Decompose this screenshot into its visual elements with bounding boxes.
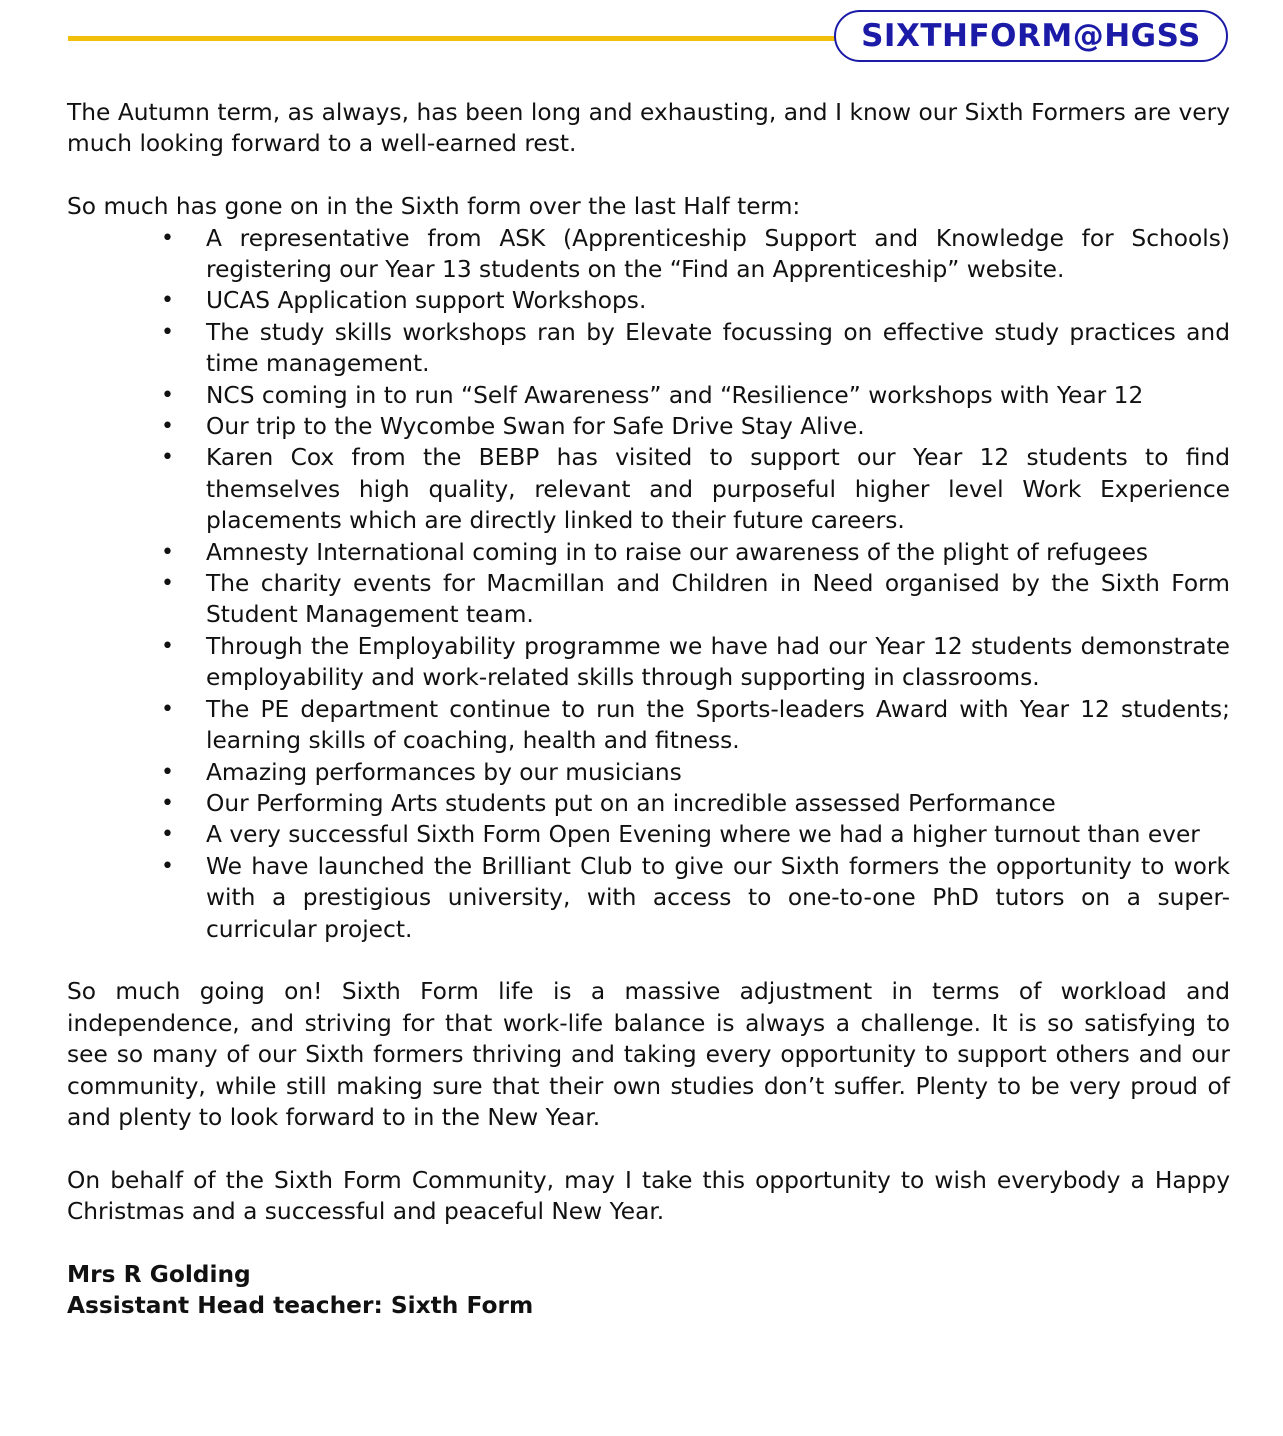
bullet-icon: • [161,382,174,408]
header-badge-text: SIXTHFORM@HGSS [861,18,1201,54]
wishes-paragraph: On behalf of the Sixth Form Community, may I take this opportunity to wish everybody a Happy Christmas and a successful and peaceful New Year. [67,1166,1230,1226]
list-item-text: The study skills workshops ran by Elevate focussing on effective study practices and time management. [206,318,1230,378]
bullet-icon: • [161,633,174,659]
list-item-text: Our trip to the Wycombe Swan for Safe Drive Stay Alive. [206,413,865,441]
bullet-icon: • [161,571,174,597]
list-item [67,317,1230,380]
bullet-icon: • [161,288,174,314]
list-item [67,631,1230,694]
bullet-icon: • [161,414,174,440]
list-item-text: A very successful Sixth Form Open Evening where we had a higher turnout than ever [206,821,1200,849]
signature-name: Mrs R Golding [67,1260,251,1288]
bullet-icon: • [161,445,174,471]
closing-paragraph: So much going on! Sixth Form life is a massive adjustment in terms of workload and independence, and striving for that work-life balance is always a challenge. It is so satisfying to see so many of our Sixth formers thriving and taking every opportunity to support others and our community, while still making sure that their own studies don’t suffer. Plenty to be very proud of and plenty to look forward to in the New Year. [67,978,1230,1131]
bullet-icon: • [161,853,174,879]
bullet-icon: • [161,539,174,565]
list-item [67,819,1230,850]
paragraph-spacer [67,1228,1230,1259]
list-item [67,442,1230,536]
bullet-icon: • [161,822,174,848]
list-item [67,568,1230,631]
list-item [67,537,1230,568]
list-item-text: UCAS Application support Workshops. [206,287,647,315]
list-item-text: We have launched the Brilliant Club to give our Sixth formers the opportunity to work with a prestigious university, with access to one-to-one PhD tutors on a super-curricular project. [206,852,1230,943]
list-intro: So much has gone on in the Sixth form over the last Half term: [67,193,801,221]
list-item-text: Karen Cox from the BEBP has visited to support our Year 12 students to find themselves high quality, relevant and purposeful higher level Work Experience placements which are directly linked to their future careers. [206,444,1230,535]
signature-title: Assistant Head teacher: Sixth Form [67,1292,534,1320]
header-badge [834,10,1228,62]
list-item-text: A representative from ASK (Apprenticeship Support and Knowledge for Schools) registering our Year 13 students on the “Find an Apprenticeship” website. [206,224,1230,284]
bullet-icon: • [161,790,174,816]
letter-body [67,97,1230,1322]
list-item-text: Our Performing Arts students put on an incredible assessed Performance [206,789,1056,817]
list-item [67,757,1230,788]
intro-paragraph: The Autumn term, as always, has been long and exhausting, and I know our Sixth Formers are very much looking forward to a well-earned rest. [67,99,1230,158]
paragraph-spacer [67,945,1230,976]
list-item-text: Through the Employability programme we have had our Year 12 students demonstrate employability and work-related skills through supporting in classrooms. [206,632,1230,692]
list-item [67,411,1230,442]
list-item-text: The PE department continue to run the Sports-leaders Award with Year 12 students; learning skills of coaching, health and fitness. [206,695,1230,755]
list-item-text: Amazing performances by our musicians [206,758,682,786]
list-item [67,223,1230,286]
list-item [67,285,1230,316]
list-item [67,694,1230,757]
list-item [67,788,1230,819]
bullet-icon: • [161,225,174,251]
bullet-icon: • [161,319,174,345]
header-accent-line [68,36,838,41]
bullet-icon: • [161,696,174,722]
list-item-text: NCS coming in to run “Self Awareness” and “Resilience” workshops with Year 12 [206,381,1144,409]
list-item-text: Amnesty International coming in to raise our awareness of the plight of refugees [206,538,1149,566]
list-item-text: The charity events for Macmillan and Children in Need organised by the Sixth Form Student Management team. [206,570,1230,629]
paragraph-spacer [67,1133,1230,1164]
list-item [67,380,1230,411]
list-item [67,851,1230,945]
bullet-icon: • [161,759,174,785]
paragraph-spacer [67,160,1230,191]
activities-list [67,223,1230,945]
